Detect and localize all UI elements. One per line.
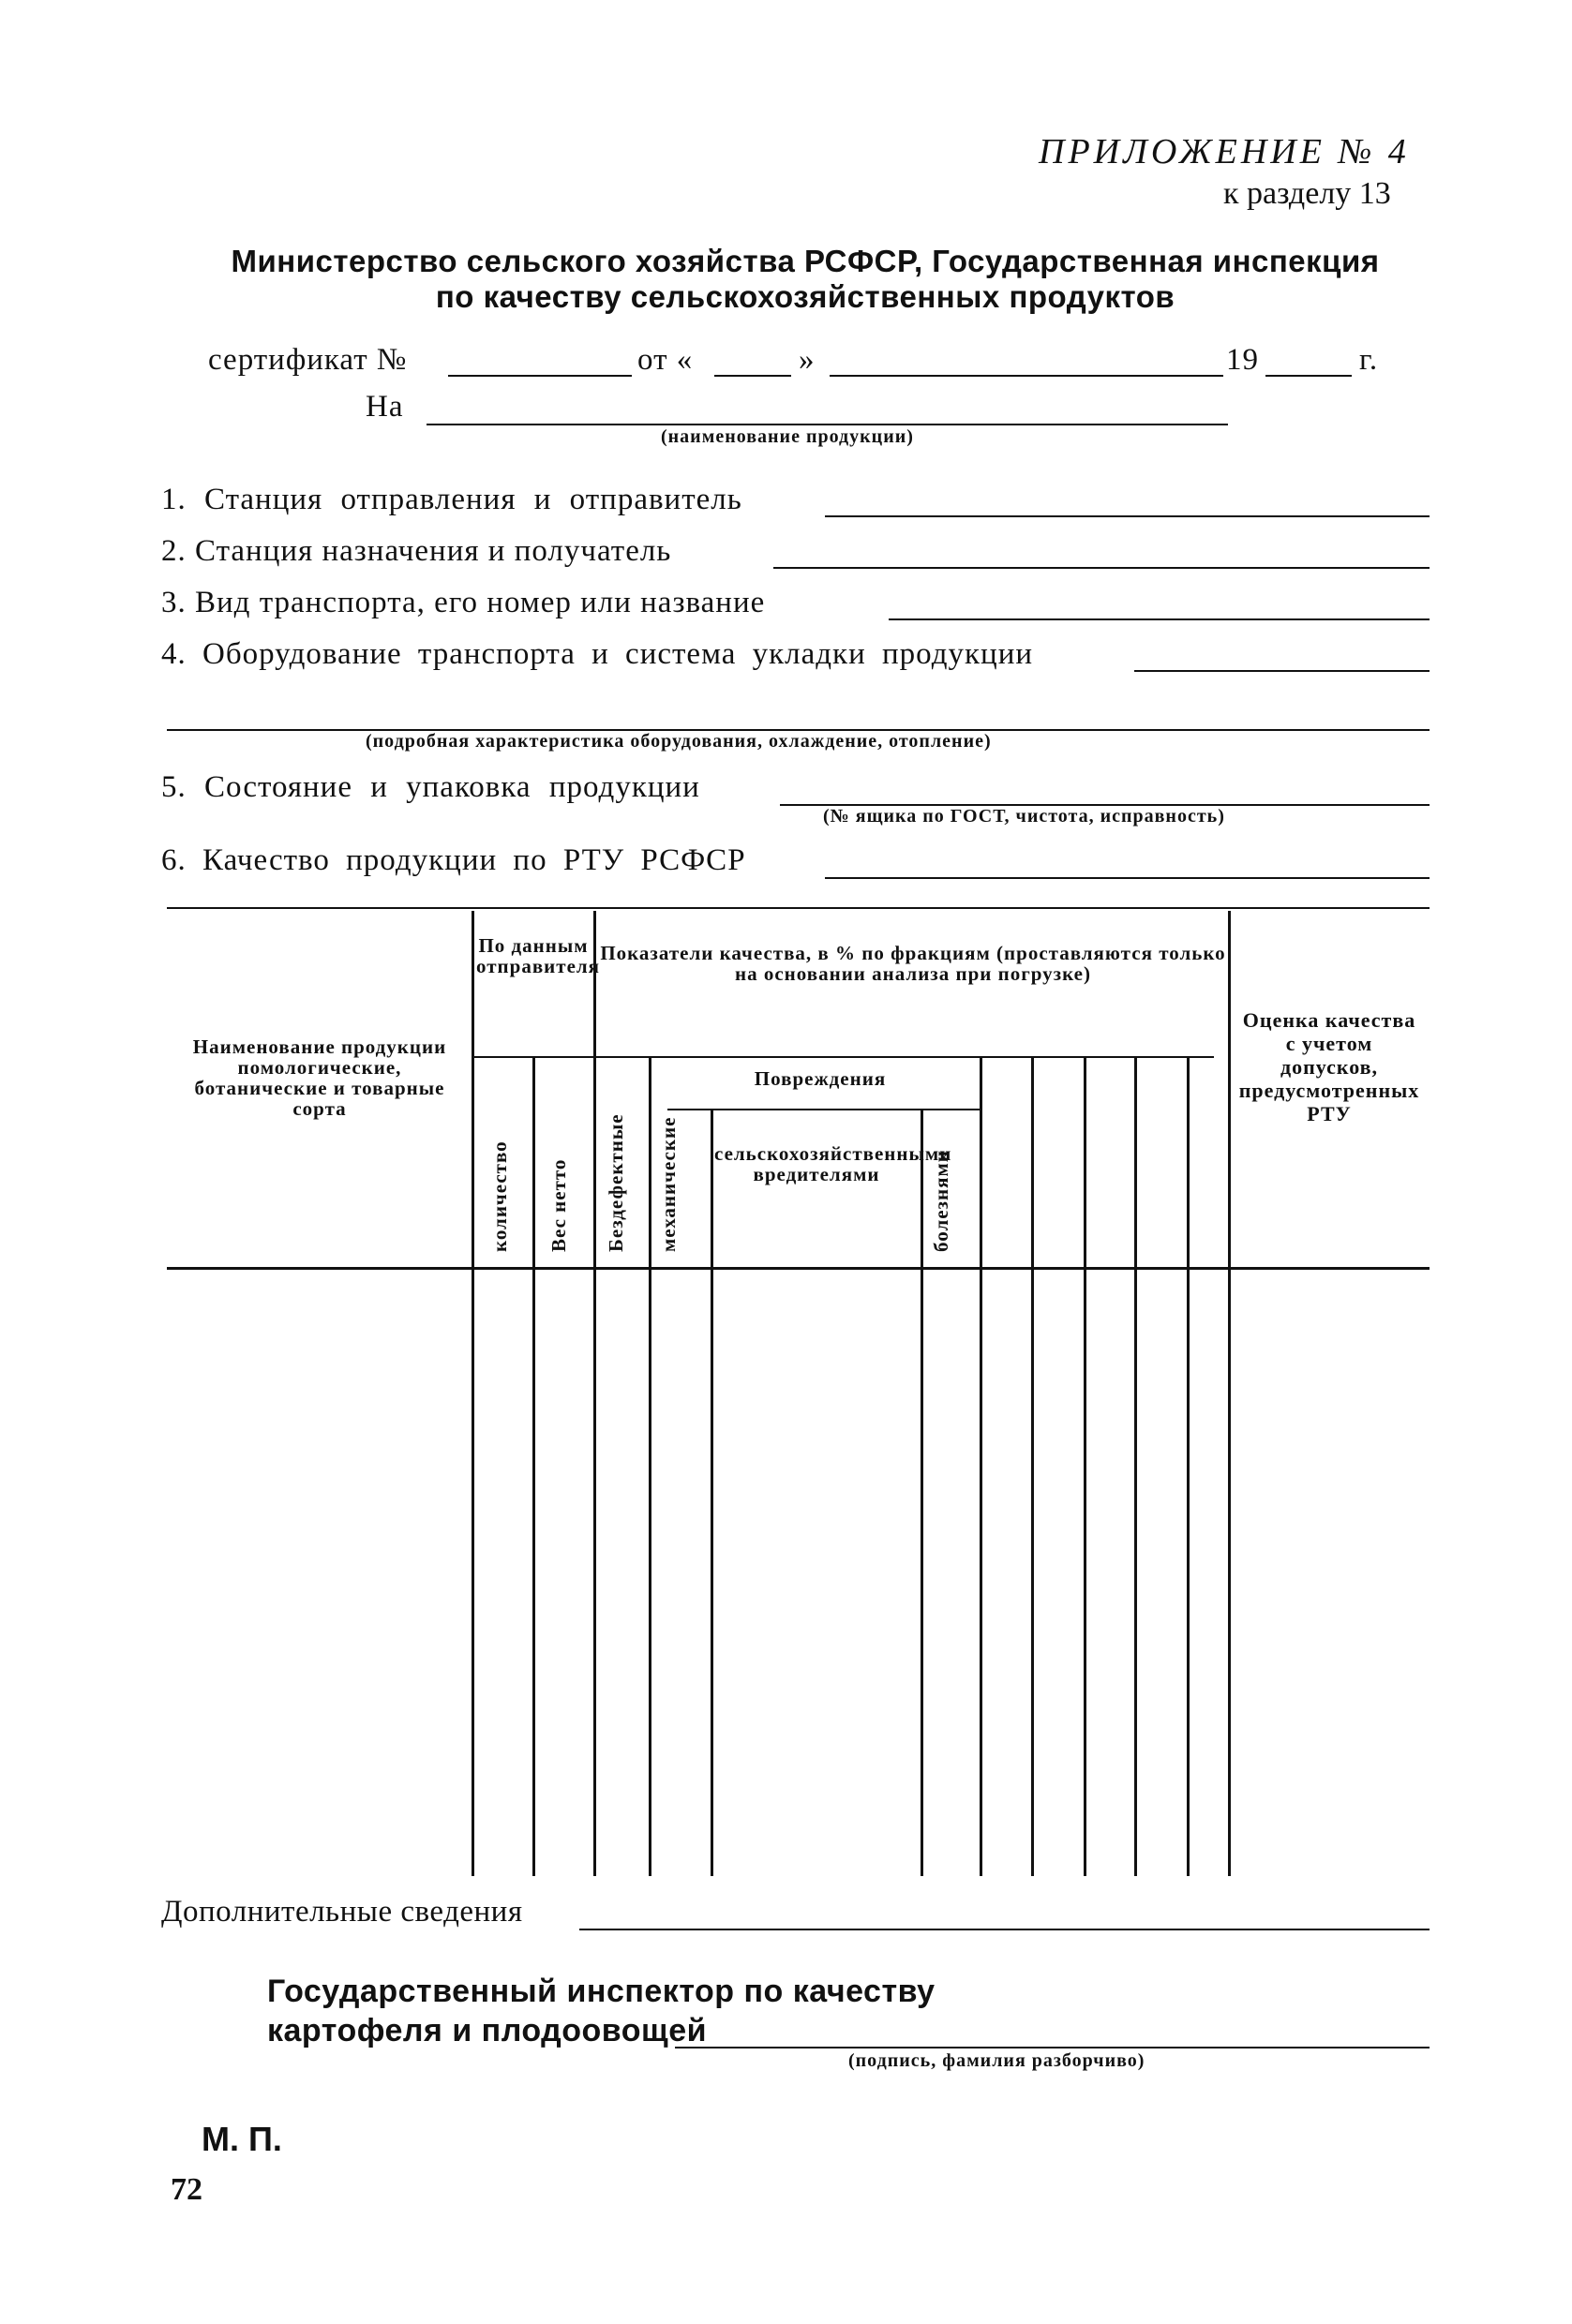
- col-mechanical: механические: [657, 1116, 680, 1252]
- item-product-quality: 6. Качество продукции по РТУ РСФСР: [161, 843, 746, 877]
- col-damage-group: Повреждения: [754, 1067, 887, 1090]
- quality-group-underline: [595, 1056, 1214, 1058]
- stamp-placeholder: М. П.: [202, 2120, 282, 2158]
- table-divider-diseases: [980, 1057, 982, 1876]
- item-transport-type: 3. Вид транспорта, его номер или название: [161, 586, 766, 619]
- item-destination-station: 2. Станция назначения и получатель: [161, 534, 672, 568]
- additional-info-label: Дополнительные сведения: [161, 1895, 523, 1929]
- table-divider-extra-3: [1134, 1057, 1137, 1876]
- appendix-section-ref: к разделу 13: [1223, 176, 1391, 211]
- additional-info-blank: [579, 1929, 1430, 1930]
- col-defectless: Бездефектные: [605, 1113, 627, 1252]
- table-divider-extra-1: [1031, 1057, 1034, 1876]
- product-for-label: На: [366, 390, 404, 424]
- signature-caption: (подпись, фамилия разборчиво): [848, 2050, 1145, 2071]
- table-divider-extra-2: [1084, 1057, 1086, 1876]
- col-quality-group: Показатели качества, в % по фракциям (проставляются только на основании анализа при погрузке): [600, 942, 1226, 985]
- certificate-year-prefix: 19: [1226, 343, 1259, 377]
- item-quality-blank: [825, 877, 1430, 879]
- packaging-caption: (№ ящика по ГОСТ, чистота, исправность): [823, 806, 1225, 827]
- item-destination-blank: [773, 567, 1430, 569]
- certificate-day-blank: [714, 375, 791, 377]
- col-sender-group: По данным отправителя: [476, 934, 601, 977]
- sender-group-underline: [473, 1056, 593, 1058]
- appendix-title: ПРИЛОЖЕНИЕ № 4: [1039, 132, 1410, 171]
- product-name-caption: (наименование продукции): [661, 426, 914, 447]
- certificate-number-blank: [448, 375, 632, 377]
- page-number: 72: [171, 2172, 202, 2207]
- item-condition-packaging: 5. Состояние и упаковка продукции: [161, 770, 700, 804]
- col-diseases: болезнями: [930, 1150, 952, 1252]
- item-equipment-blank: [1134, 670, 1430, 672]
- table-divider-mechanical: [711, 1110, 713, 1876]
- item-transport-blank: [889, 618, 1430, 620]
- certificate-year-suffix: г.: [1359, 343, 1379, 377]
- item-transport-equipment: 4. Оборудование транспорта и система укладки продукции: [161, 637, 1034, 671]
- table-divider-pests: [921, 1110, 923, 1876]
- col-pests: сельскохозяйственными вредителями: [714, 1142, 952, 1185]
- col-product-name: Наименование продукции помологические, ботанические и товарные сорта: [192, 1035, 447, 1120]
- col-quantity: количество: [488, 1140, 511, 1252]
- table-divider-quality-end: [1228, 911, 1231, 1876]
- item-departure-station: 1. Станция отправления и отправитель: [161, 483, 742, 516]
- certificate-date-label: от «: [637, 343, 694, 377]
- certificate-close-quote: »: [799, 343, 816, 377]
- certificate-year-blank: [1265, 375, 1352, 377]
- header-inspection-line: по качеству сельскохозяйственных продуктов: [435, 279, 1175, 314]
- col-net-weight: Вес нетто: [547, 1158, 570, 1252]
- certificate-number-label: сертификат №: [208, 343, 408, 377]
- signature-blank: [675, 2047, 1430, 2048]
- inspector-title-line1: Государственный инспектор по качеству: [267, 1974, 936, 2009]
- table-divider-quantity: [532, 1057, 535, 1876]
- item-departure-blank: [825, 515, 1430, 517]
- header-ministry-line: Министерство сельского хозяйства РСФСР, Государственная инспекция: [231, 244, 1380, 278]
- table-header-bottom-border: [167, 1267, 1430, 1270]
- inspector-title-line2: картофеля и плодоовощей: [267, 2013, 708, 2048]
- col-quality-assessment: Оценка качества с учетом допусков, предусмотренных РТУ: [1238, 1008, 1420, 1125]
- equipment-detail-caption: (подробная характеристика оборудования, охлаждение, отопление): [366, 731, 992, 752]
- table-divider-defectless: [649, 1057, 651, 1876]
- product-name-blank: [427, 424, 1228, 425]
- table-top-border: [167, 907, 1430, 909]
- certificate-month-blank: [830, 375, 1223, 377]
- table-divider-extra-4: [1187, 1057, 1190, 1876]
- damage-group-underline: [667, 1109, 981, 1110]
